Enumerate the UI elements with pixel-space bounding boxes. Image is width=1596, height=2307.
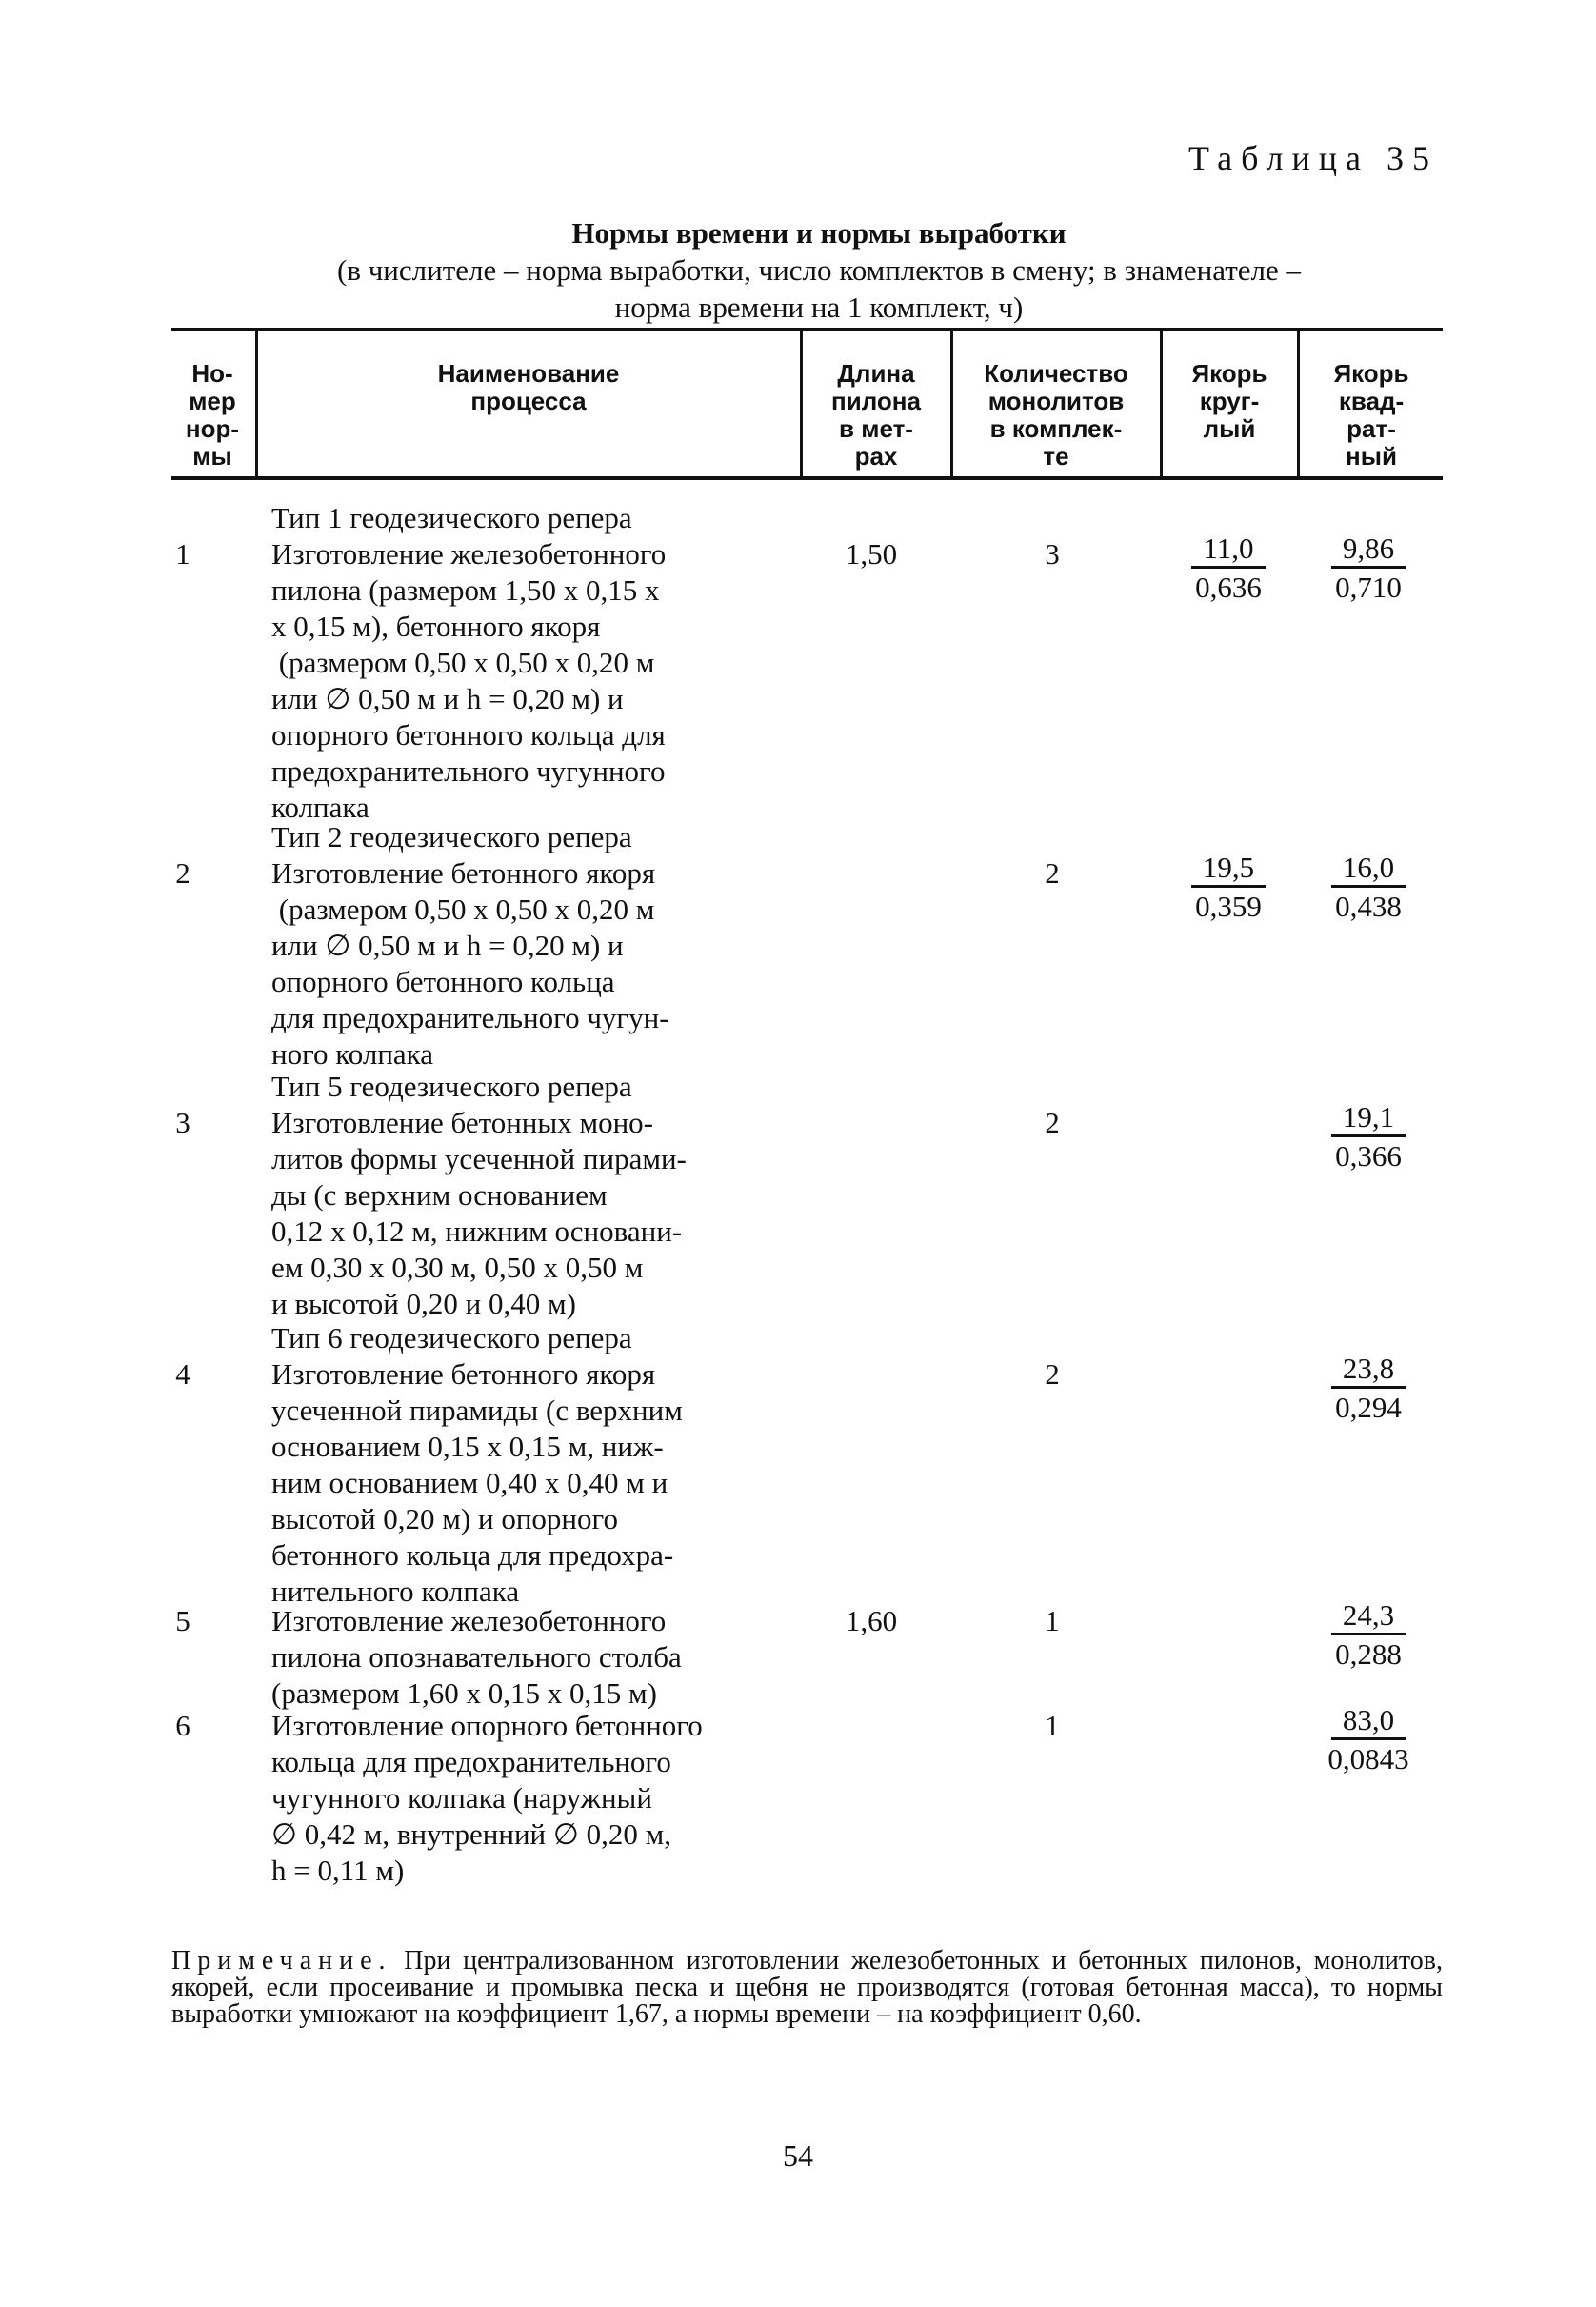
- row-anchor-round-norm: [1152, 850, 1305, 926]
- header-line: мы: [192, 442, 232, 471]
- process-line: Изготовление железобетонного: [271, 1604, 667, 1637]
- row-pylon-length: 1,50: [845, 537, 898, 571]
- header-process: [259, 360, 798, 415]
- header-line: рат-: [1347, 414, 1396, 443]
- process-line: пилона (размером 1,50 х 0,15 х: [271, 573, 660, 607]
- process-line: основанием 0,15 х 0,15 м, ниж-: [271, 1430, 664, 1463]
- process-line: и высотой 0,20 и 0,40 м): [271, 1287, 576, 1320]
- fraction-denominator: 0,0843: [1327, 1742, 1409, 1775]
- fraction-numerator: 83,0: [1331, 1703, 1406, 1740]
- process-line: 0,12 х 0,12 м, нижним основани-: [271, 1214, 683, 1248]
- process-line: чугунного колпака (наружный: [271, 1781, 652, 1815]
- fraction-denominator: 0,366: [1335, 1139, 1402, 1173]
- process-line: колпака: [271, 791, 369, 824]
- header-line: Длина: [837, 359, 915, 388]
- table-subtitle-line-2: норма времени на 1 комплект, ч): [614, 291, 1024, 324]
- process-line: Изготовление железобетонного: [271, 537, 667, 571]
- process-line: Изготовление бетонного якоря: [271, 1357, 656, 1391]
- process-line: ного колпака: [271, 1037, 434, 1071]
- fraction-denominator: 0,438: [1335, 890, 1402, 923]
- process-line: ем 0,30 х 0,30 м, 0,50 х 0,50 м: [271, 1251, 644, 1284]
- process-line: опорного бетонного кольца для: [271, 718, 666, 752]
- fraction-denominator: 0,359: [1195, 890, 1262, 923]
- header-line: мер: [189, 387, 236, 415]
- page-number: 54: [783, 2138, 813, 2173]
- header-line: ный: [1346, 442, 1397, 471]
- fraction-numerator: 11,0: [1191, 532, 1265, 569]
- row-monolith-count: 3: [1045, 537, 1060, 571]
- fraction-numerator: 19,1: [1331, 1100, 1406, 1137]
- row-anchor-square-norm: [1292, 1702, 1445, 1778]
- row-monolith-count: 2: [1045, 1106, 1060, 1139]
- header-line: квад-: [1338, 387, 1405, 415]
- row-monolith-count: 2: [1045, 856, 1060, 890]
- header-line: Но-: [191, 359, 233, 388]
- row-number: 2: [175, 856, 190, 890]
- fraction-numerator: 23,8: [1331, 1352, 1406, 1389]
- process-line: (размером 0,50 х 0,50 х 0,20 м: [271, 893, 655, 926]
- process-line: ним основанием 0,40 х 0,40 м и: [271, 1466, 668, 1499]
- table-note: [171, 1948, 1443, 2028]
- fraction-numerator: 9,86: [1331, 532, 1406, 569]
- row-monolith-count: 2: [1045, 1357, 1060, 1391]
- header-line: Количество: [984, 359, 1128, 388]
- header-line: рах: [854, 442, 898, 471]
- process-line: х 0,15 м), бетонного якоря: [271, 610, 601, 643]
- header-bottom-rule: [171, 476, 1443, 480]
- table-title: Нормы времени и нормы выработки: [571, 216, 1067, 250]
- process-line: Изготовление опорного бетонного: [271, 1709, 703, 1742]
- benchmark-type-label: Тип 2 геодезического репера: [271, 820, 632, 853]
- fraction-numerator: 19,5: [1191, 851, 1266, 888]
- process-line: h = 0,11 м): [271, 1854, 405, 1887]
- process-line: (размером 0,50 х 0,50 х 0,20 м: [271, 646, 655, 679]
- row-process-description: [271, 1708, 805, 1889]
- header-divider: [255, 331, 258, 476]
- note-label: Примечание.: [171, 1946, 392, 1976]
- header-line: в комплек-: [989, 414, 1123, 443]
- fraction-numerator: 24,3: [1331, 1598, 1406, 1635]
- process-line: пилона опознавательного столба: [271, 1640, 682, 1674]
- header-line: пилона: [831, 387, 921, 415]
- header-line: круг-: [1199, 387, 1260, 415]
- header-line: монолитов: [988, 387, 1125, 415]
- fraction-numerator: 16,0: [1331, 851, 1406, 888]
- row-number: 5: [175, 1604, 190, 1637]
- row-monolith-count: 1: [1045, 1604, 1060, 1637]
- header-line: процесса: [470, 387, 587, 415]
- process-line: нительного колпака: [271, 1575, 520, 1608]
- process-line: предохранительного чугунного: [271, 754, 666, 788]
- row-pylon-length: 1,60: [845, 1604, 898, 1637]
- process-line: или ∅ 0,50 м и h = 0,20 м) и: [271, 682, 624, 715]
- row-anchor-square-norm: [1292, 1351, 1445, 1427]
- process-line: кольца для предохранительного: [271, 1745, 671, 1778]
- process-line: (размером 1,60 х 0,15 х 0,15 м): [271, 1676, 657, 1710]
- process-line: ∅ 0,42 м, внутренний ∅ 0,20 м,: [271, 1817, 672, 1851]
- fraction-denominator: 0,710: [1335, 571, 1402, 604]
- row-number: 3: [175, 1106, 190, 1139]
- table-number: Таблица 35: [1188, 139, 1438, 177]
- process-line: для предохранительного чугун-: [271, 1001, 669, 1034]
- process-line: или ∅ 0,50 м и h = 0,20 м) и: [271, 929, 624, 962]
- header-length: [803, 360, 949, 471]
- process-line: ды (с верхним основанием: [271, 1178, 608, 1212]
- process-line: Изготовление бетонного якоря: [271, 856, 656, 890]
- row-anchor-square-norm: [1292, 1099, 1445, 1175]
- header-line: Наименование: [437, 359, 620, 388]
- row-number: 1: [175, 537, 190, 571]
- process-line: опорного бетонного кольца: [271, 965, 615, 998]
- benchmark-type-label: Тип 5 геодезического репера: [271, 1070, 632, 1103]
- header-line: Якорь: [1191, 359, 1267, 388]
- table-subtitle-line-1: (в числителе – норма выработки, число комплектов в смену; в знаменателе –: [337, 253, 1301, 287]
- row-monolith-count: 1: [1045, 1709, 1060, 1742]
- row-number: 6: [175, 1709, 190, 1742]
- row-anchor-square-norm: [1292, 531, 1445, 607]
- process-line: литов формы усеченной пирами-: [271, 1142, 687, 1175]
- header-line: в мет-: [839, 414, 913, 443]
- table-top-rule: [171, 328, 1443, 331]
- fraction-denominator: 0,288: [1335, 1637, 1402, 1671]
- row-anchor-square-norm: [1292, 1597, 1445, 1674]
- header-line: лый: [1203, 414, 1256, 443]
- row-process-description: [271, 819, 805, 1073]
- row-number: 4: [175, 1357, 190, 1391]
- row-process-description: [271, 500, 805, 826]
- fraction-denominator: 0,636: [1195, 571, 1262, 604]
- header-number: [171, 360, 253, 471]
- fraction-denominator: 0,294: [1335, 1391, 1402, 1424]
- process-line: высотой 0,20 м) и опорного: [271, 1502, 618, 1535]
- header-line: Якорь: [1333, 359, 1409, 388]
- header-anchor-round: [1163, 360, 1296, 443]
- benchmark-type-label: Тип 1 геодезического репера: [271, 501, 632, 534]
- row-process-description: [271, 1603, 805, 1712]
- process-line: бетонного кольца для предохра-: [271, 1538, 674, 1572]
- benchmark-type-label: Тип 6 геодезического репера: [271, 1321, 632, 1354]
- header-line: нор-: [185, 414, 240, 443]
- row-process-description: [271, 1069, 805, 1322]
- note-text: При централизованном изготовлении железобетонных и бетонных пилонов, монолитов, якорей, если просеивание и промывка песка и щебня не производятся (готовая бетонная масса), то нормы выработки умножают на коэффициент 1,67, а нормы времени – на коэффициент 0,60.: [171, 1946, 1444, 2029]
- header-line: те: [1043, 442, 1069, 471]
- row-anchor-round-norm: [1152, 531, 1305, 607]
- process-line: Изготовление бетонных моно-: [271, 1106, 654, 1139]
- header-count: [953, 360, 1159, 471]
- row-process-description: [271, 1320, 805, 1610]
- row-anchor-square-norm: [1292, 850, 1445, 926]
- process-line: усеченной пирамиды (с верхним: [271, 1394, 683, 1427]
- header-anchor-square: [1300, 360, 1443, 471]
